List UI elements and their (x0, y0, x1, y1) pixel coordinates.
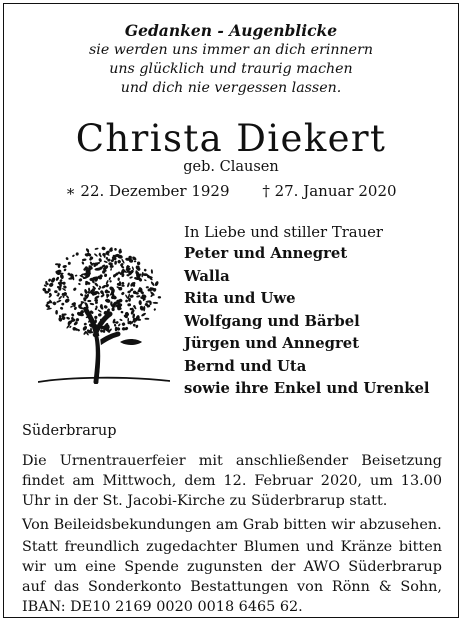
family-member: Bernd und Uta (184, 357, 307, 375)
family-list (184, 222, 449, 401)
family-member: Jürgen und Annegret (184, 335, 360, 352)
tree-icon (38, 244, 170, 384)
place-name: Süderbrarup (22, 423, 117, 439)
birth-name: geb. Clausen (183, 159, 279, 175)
motto-line: uns glücklich und traurig machen (109, 61, 353, 77)
family-member: Walla (184, 267, 230, 285)
family-member: Peter und Annegret (184, 245, 348, 262)
death-date: † 27. Januar 2020 (262, 182, 397, 200)
family-intro: In Liebe und stiller Trauer (184, 224, 383, 241)
motto-line: und dich nie vergessen lassen. (120, 80, 342, 96)
family-member: Wolfgang und Bärbel (184, 312, 360, 330)
birth-date: ∗ 22. Dezember 1929 (65, 182, 230, 200)
deceased-name: Christa Diekert (75, 117, 387, 160)
motto-block (4, 21, 458, 98)
motto-title: Gedanken - Augenblicke (124, 21, 338, 40)
family-member: sowie ihre Enkel und Urenkel (184, 380, 430, 397)
motto-line: sie werden uns immer an dich erinnern (89, 42, 373, 58)
funeral-notice-paragraph: Die Urnentrauerfeier mit anschließender Beisetzung findet am Mittwoch, dem 12. Februar 2020, um 13.00 Uhr in der St. Jacobi-Kirche zu Süderbrarup statt. (22, 453, 442, 509)
obituary-card (3, 3, 459, 618)
condolence-notice-paragraph: Von Beileidsbekundungen am Grab bitten wir abzusehen. (22, 517, 442, 533)
life-dates (4, 182, 458, 200)
family-member: Rita und Uwe (184, 290, 296, 307)
donation-notice-paragraph: Statt freundlich zugedachter Blumen und Kränze bitten wir um eine Spende zugunsten der AWO Süderbrarup auf das Sonderkonto Bestattungen von Rönn & Sohn, IBAN: DE10 2169 0020 0018 6465 62. (22, 539, 442, 615)
